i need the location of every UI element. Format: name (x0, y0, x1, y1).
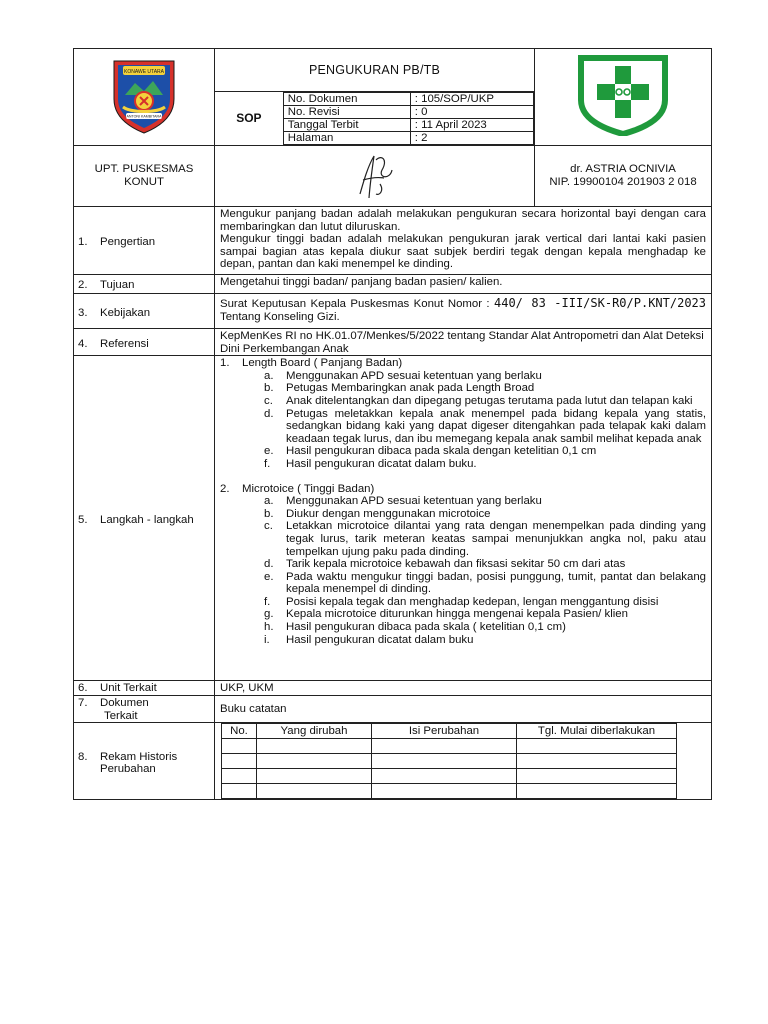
column-header-changed: Yang dirubah (257, 724, 372, 739)
sub-step-text: Tarik kepala microtoice kebawah dan fiksasi sekitar 50 cm dari atas (286, 558, 626, 571)
sub-step-list (242, 495, 706, 646)
sub-step-marker: g. (264, 608, 274, 621)
table-cell (222, 739, 257, 754)
page-value: : 2 (410, 132, 533, 145)
sub-step-marker: c. (264, 394, 273, 407)
section-label-line-2: Perubahan (100, 763, 156, 776)
pengertian-text-2: Mengukur tinggi badan adalah melakukan pengukuran jarak vertical dari lantai kaki pasien sampai bagian atas kepala diukur saat subjek berdiri tegak dengan kepala menghadap ke depan, pantan dan kaki menempel ke dinding. (220, 233, 706, 271)
table-cell (257, 769, 372, 784)
sub-step (242, 408, 706, 446)
section-label-line-1: Dokumen (100, 697, 149, 710)
table-row (222, 739, 677, 754)
revision-history-table (221, 723, 677, 799)
section-label-dokumen (74, 696, 215, 723)
section-content-tujuan: Mengetahui tinggi badan/ panjang badan pasien/ kalien. (215, 275, 712, 294)
section-label-kebijakan (74, 294, 215, 329)
signer-cell (535, 146, 712, 207)
sub-step (242, 596, 706, 609)
signature-cell (215, 146, 535, 207)
sub-step (242, 370, 706, 383)
section-content-historis (215, 723, 712, 800)
section-label: Unit Terkait (100, 682, 157, 695)
doc-number-value: : 105/SOP/UKP (410, 93, 533, 106)
table-cell (517, 754, 677, 769)
sop-label: SOP (236, 111, 262, 126)
section-label-line-2: Terkait (104, 709, 138, 722)
svg-text:KONAWE UTARA: KONAWE UTARA (123, 69, 165, 76)
issuer-line-1: UPT. PUSKESMAS (94, 163, 194, 176)
section-number: 3. (78, 306, 88, 319)
section-number: 8. (78, 750, 88, 763)
sub-step-text: Menggunakan APD sesuai ketentuan yang berlaku (286, 369, 542, 382)
sub-step (242, 520, 706, 558)
table-cell (257, 784, 372, 799)
emblem-cell (74, 49, 215, 146)
sub-step-marker: d. (264, 558, 274, 571)
section-content-unit: UKP, UKM (215, 681, 712, 696)
table-cell (517, 769, 677, 784)
svg-text:ANTONI KAMBITARA: ANTONI KAMBITARA (126, 114, 162, 119)
sub-step (242, 571, 706, 596)
section-content-dokumen: Buku catatan (215, 696, 712, 723)
section-label-unit (74, 681, 215, 696)
signer-nip: NIP. 19900104 201903 2 018 (549, 176, 697, 188)
document-title: PENGUKURAN PB/TB (215, 49, 534, 92)
sub-step-marker: a. (264, 495, 274, 508)
step-number: 1. (220, 357, 230, 370)
table-cell (517, 784, 677, 799)
section-label: Kebijakan (100, 306, 151, 319)
table-row (222, 784, 677, 799)
sub-step-text: Letakkan microtoice dilantai yang rata dengan menempelkan pada dinding yang tegak lurus, tarik meteran keatas sampai menunjukkan angka nol, paku atau tempelkan ujung paku pada dinding. (286, 520, 706, 558)
step-number: 2. (220, 482, 230, 495)
document-info-table (283, 92, 534, 145)
sub-step-marker: c. (264, 520, 273, 533)
sub-step-text: Kepala microtoice diturunkan hingga mengenai kepala Pasien/ klien (286, 608, 628, 621)
signer-name: dr. ASTRIA OCNIVIA (570, 163, 676, 176)
sub-step (242, 495, 706, 508)
sub-step-text: Posisi kepala tegak dan menghadap kedepan, lengan menggantung disisi (286, 595, 659, 608)
step-title: Length Board ( Panjang Badan) (242, 357, 403, 370)
sub-step (242, 458, 706, 471)
revision-value: : 0 (410, 106, 533, 119)
procedure-steps (220, 357, 706, 646)
regional-emblem-logo (109, 55, 179, 135)
issue-date-key: Tanggal Terbit (283, 119, 410, 132)
sub-step-marker: f. (264, 457, 271, 470)
section-label-tujuan (74, 275, 215, 294)
column-header-content: Isi Perubahan (372, 724, 517, 739)
sub-step-text: Hasil pengukuran dibaca pada skala dengan ketelitian 0,1 cm (286, 445, 597, 458)
issuer-cell (74, 146, 215, 207)
sub-step-text: Petugas meletakkan kepala anak menempel pada bidang kepala yang statis, sedangkan bidang kaki yang dapat digeser ditengahkan pada telapak kaki dalam keadaan tegak lurus, dan ibu memegang kepala anak sambil melihat kepada anak (286, 407, 706, 445)
table-cell (257, 739, 372, 754)
sub-step (242, 445, 706, 458)
revision-key: No. Revisi (283, 106, 410, 119)
section-label-langkah (74, 356, 215, 681)
sub-step-marker: a. (264, 369, 274, 382)
table-cell (222, 784, 257, 799)
sub-step-text: Petugas Membaringkan anak pada Length Broad (286, 382, 535, 395)
table-row (222, 769, 677, 784)
section-label: Pengertian (100, 236, 156, 249)
sub-step (242, 508, 706, 521)
sub-step-text: Anak ditelentangkan dan dipegang petugas terutama pada lutut dan telapan kaki (286, 394, 693, 407)
sub-step (242, 634, 706, 647)
section-number: 5. (78, 513, 88, 526)
handwritten-signature (350, 150, 400, 202)
table-cell (372, 784, 517, 799)
step-spacer (220, 471, 706, 483)
sub-step (242, 621, 706, 634)
column-header-no: No. (222, 724, 257, 739)
health-logo-cell (535, 49, 712, 146)
table-cell (517, 739, 677, 754)
procedure-step (220, 357, 706, 470)
sub-step-text: Menggunakan APD sesuai ketentuan yang berlaku (286, 495, 542, 508)
section-label: Langkah - langkah (100, 513, 194, 526)
issuer-line-2: KONUT (124, 176, 164, 188)
section-number: 2. (78, 279, 88, 291)
section-label (100, 751, 177, 776)
sub-step-marker: f. (264, 595, 271, 608)
table-cell (222, 754, 257, 769)
section-label (100, 697, 149, 722)
sub-step-marker: b. (264, 382, 274, 395)
section-label-referensi (74, 329, 215, 356)
sub-step-marker: h. (264, 621, 274, 634)
kebijakan-text-a: Surat Keputusan Kepala Puskesmas Konut Nomor : (220, 298, 494, 310)
step-title: Microtoice ( Tinggi Badan) (242, 482, 375, 495)
puskesmas-cross-logo (575, 54, 671, 136)
section-label: Tujuan (100, 279, 135, 291)
table-cell (372, 754, 517, 769)
sub-step (242, 382, 706, 395)
section-content-kebijakan (215, 294, 712, 329)
sub-step-text: Pada waktu mengukur tinggi badan, posisi punggung, tumit, pantat dan belakang kepala menempel di dinding. (286, 570, 706, 596)
section-label-line-1: Rekam Historis (100, 750, 178, 763)
sub-step (242, 608, 706, 621)
sub-step-marker: e. (264, 570, 274, 583)
section-content-langkah (215, 356, 712, 681)
sop-document (73, 48, 712, 800)
header-title-cell (215, 49, 535, 146)
section-label: Referensi (100, 337, 149, 350)
table-cell (372, 769, 517, 784)
section-number: 7. (78, 697, 88, 710)
doc-number-key: No. Dokumen (283, 93, 410, 106)
sub-step-marker: b. (264, 507, 274, 520)
pengertian-text-1: Mengukur panjang badan adalah melakukan pengukuran secara horizontal bayi dengan cara membaringkan dan lutut diluruskan. (220, 208, 706, 233)
procedure-step (220, 483, 706, 647)
table-cell (372, 739, 517, 754)
sub-step-text: Hasil pengukuran dicatat dalam buku (286, 633, 474, 646)
section-number: 4. (78, 337, 88, 350)
section-content-pengertian (215, 207, 712, 275)
sub-step-text: Hasil pengukuran dicatat dalam buku. (286, 457, 477, 470)
sub-step-text: Diukur dengan menggunakan microtoice (286, 507, 491, 520)
sub-step-list (242, 370, 706, 471)
sub-step-marker: e. (264, 445, 274, 458)
sub-step-marker: i. (264, 633, 270, 646)
table-cell (222, 769, 257, 784)
section-content-referensi: KepMenKes RI no HK.01.07/Menkes/5/2022 tentang Standar Alat Antropometri dan Alat Deteksi Dini Perkembangan Anak (215, 329, 712, 356)
sub-step-marker: d. (264, 407, 274, 420)
decree-number: 440/ 83 -III/SK-R0/P.KNT/2023 (494, 296, 706, 310)
section-label-pengertian (74, 207, 215, 275)
sub-step (242, 395, 706, 408)
section-label-historis (74, 723, 215, 800)
table-row (222, 754, 677, 769)
section-number: 6. (78, 682, 88, 695)
table-cell (257, 754, 372, 769)
sub-step (242, 558, 706, 571)
sub-step-text: Hasil pengukuran dibaca pada skala ( ketelitian 0,1 cm) (286, 621, 566, 634)
column-header-effective-date: Tgl. Mulai diberlakukan (517, 724, 677, 739)
kebijakan-text-c: Tentang Konseling Gizi. (220, 310, 340, 323)
issue-date-value: : 11 April 2023 (410, 119, 533, 132)
page-key: Halaman (283, 132, 410, 145)
section-number: 1. (78, 236, 88, 249)
